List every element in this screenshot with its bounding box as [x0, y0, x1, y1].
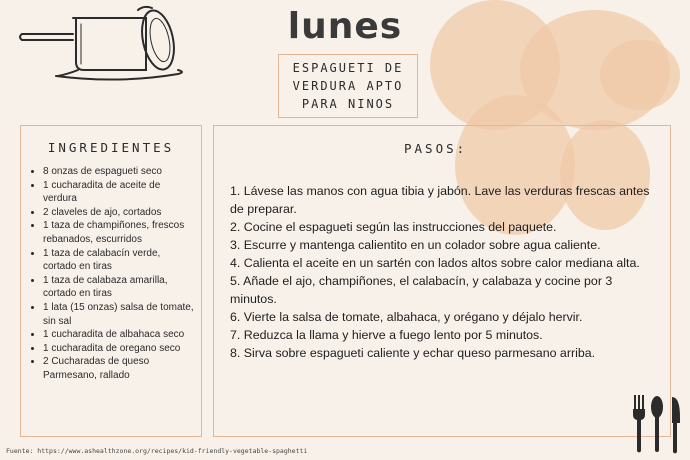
steps-heading: PASOS:: [404, 141, 468, 156]
day-title: lunes: [287, 6, 403, 47]
ingredient-item: • 1 cucharadita de aceite de verdura: [43, 179, 195, 206]
step-item: 5. Añade el ajo, champiñones, el calabacín, y calabaza y cocine por 3 minutos.: [230, 274, 613, 306]
ingredient-item: • 1 taza de calabaza amarilla, cortado en tiras: [43, 274, 195, 301]
cooking-pot-icon: [18, 4, 188, 84]
step-item: 2. Cocine el espagueti según las instrucciones del paquete.: [230, 220, 557, 234]
ingredient-item: • 1 taza de champiñones, frescos rebanados, escurridos: [43, 219, 195, 246]
steps-panel: [213, 125, 671, 437]
step-item: 6. Vierte la salsa de tomate, albahaca, y orégano y déjalo hervir.: [230, 310, 583, 324]
step-item: 7. Reduzca la llama y hierve a fuego lento por 5 minutos.: [230, 328, 543, 342]
cutlery-icon: [630, 393, 686, 455]
ingredient-item: • 8 onzas de espagueti seco: [43, 165, 195, 179]
steps-list: [230, 182, 660, 362]
ingredient-item: • 2 Cucharadas de queso Parmesano, rallado: [43, 355, 195, 382]
ingredients-panel: [20, 125, 202, 437]
ingredient-item: • 1 cucharadita de albahaca seco: [43, 328, 195, 342]
ingredients-heading: INGREDIENTES: [47, 140, 175, 155]
ingredient-item: • 1 cucharadita de oregano seco: [43, 342, 195, 356]
recipe-title: ESPAGUETI DE VERDURA APTO PARA NINOS: [292, 61, 404, 111]
step-item: 8. Sirva sobre espagueti caliente y echar queso parmesano arriba.: [230, 346, 596, 360]
ingredients-list: [21, 165, 201, 383]
step-item: 3. Escurre y mantenga calientito en un colador sobre agua caliente.: [230, 238, 601, 252]
step-item: 4. Calienta el aceite en un sartén con lados altos sobre calor mediana alta.: [230, 256, 640, 270]
step-item: 1. Lávese las manos con agua tibia y jabón. Lave las verduras frescas antes de preparar.: [230, 184, 650, 216]
ingredient-item: • 1 lata (15 onzas) salsa de tomate, sin sal: [43, 301, 195, 328]
source-citation: Fuente: https://www.ashealthzone.org/recipes/kid-friendly-vegetable-spaghetti: [6, 447, 308, 455]
recipe-title-box: [278, 54, 418, 118]
decor-blob: [600, 40, 680, 110]
ingredient-item: • 1 taza de calabacín verde, cortado en tiras: [43, 247, 195, 274]
ingredient-item: • 2 claveles de ajo, cortados: [43, 206, 195, 220]
